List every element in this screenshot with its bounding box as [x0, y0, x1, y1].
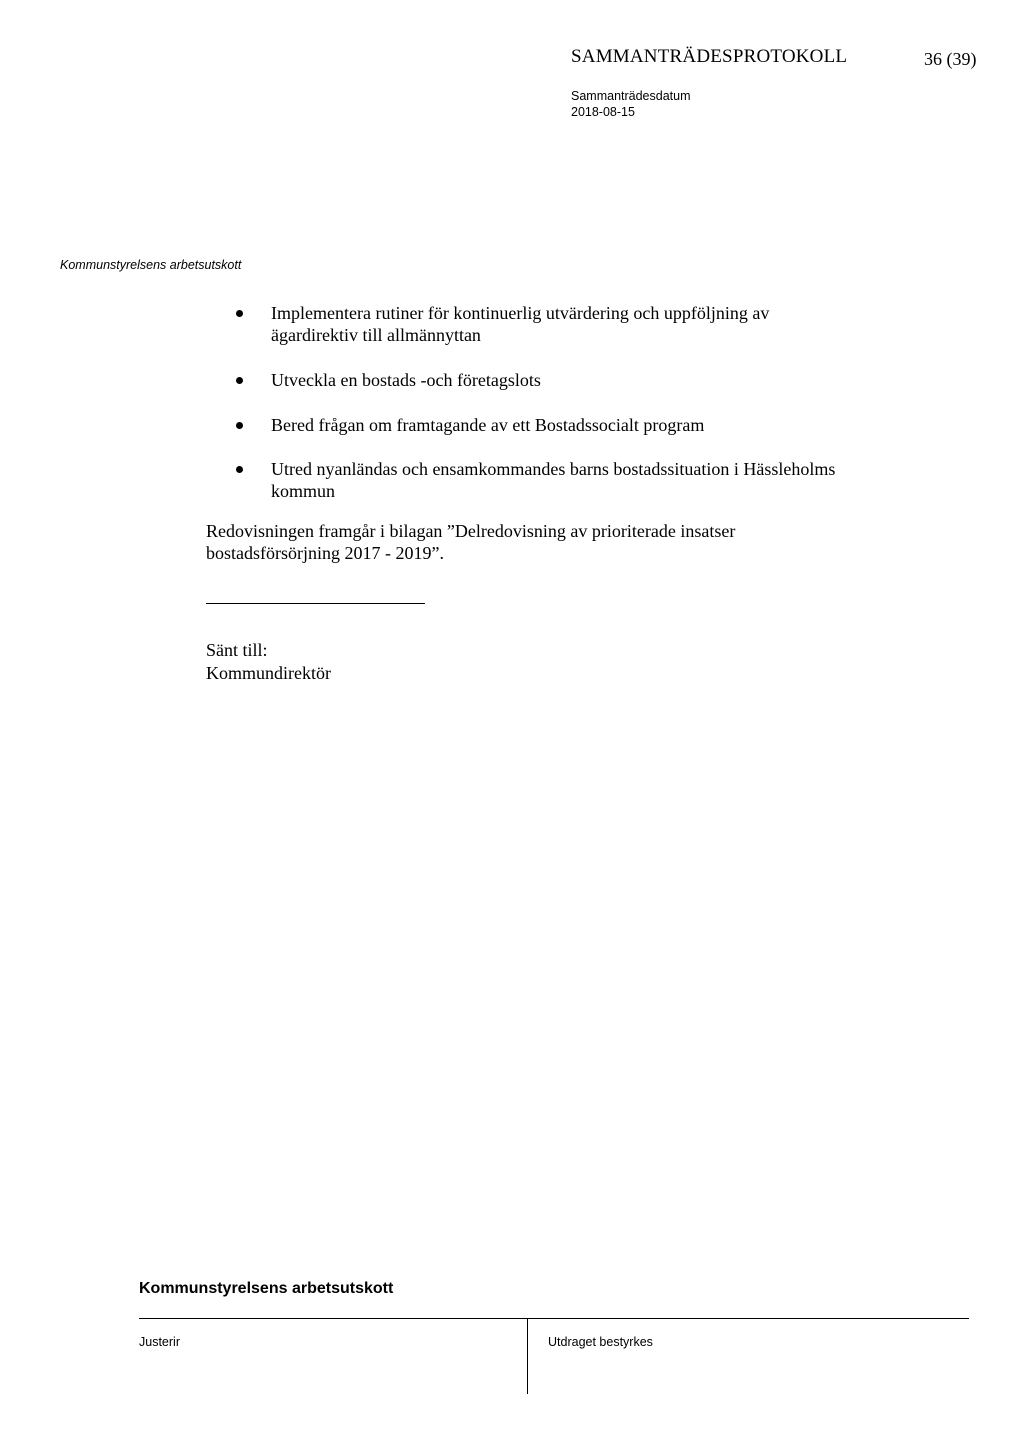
footer-committee: Kommunstyrelsens arbetsutskott — [139, 1280, 394, 1297]
list-item: Bered frågan om framtagande av ett Bostadssocialt program — [230, 414, 850, 436]
meeting-date-label: Sammanträdesdatum — [571, 89, 691, 103]
reporting-note: Redovisningen framgår i bilagan ”Delredovisning av prioriterade insatser bostadsförsörjning 2017 - 2019”. — [206, 521, 736, 563]
footer-rule — [139, 1318, 969, 1319]
meeting-date: 2018-08-15 — [571, 105, 635, 119]
committee-name: Kommunstyrelsens arbetsutskott — [60, 258, 242, 272]
action-list — [230, 302, 850, 502]
extract-certified-label: Utdraget bestyrkes — [548, 1335, 653, 1349]
divider-line — [206, 603, 425, 604]
footer-divider — [527, 1318, 528, 1394]
list-item: Utred nyanländas och ensamkommandes barns bostadssituation i Hässleholms kommun — [230, 458, 850, 502]
sent-to-label: Sänt till: — [206, 640, 268, 660]
document-title: SAMMANTRÄDESPROTOKOLL — [571, 46, 848, 67]
justering-label: Justerir — [139, 1335, 180, 1349]
page-number: 36 (39) — [924, 49, 977, 69]
list-item: Implementera rutiner för kontinuerlig utvärdering och uppföljning av ägardirektiv till allmännyttan — [230, 302, 850, 346]
sent-to-recipient: Kommundirektör — [206, 663, 331, 683]
list-item: Utveckla en bostads -och företagslots — [230, 369, 850, 391]
